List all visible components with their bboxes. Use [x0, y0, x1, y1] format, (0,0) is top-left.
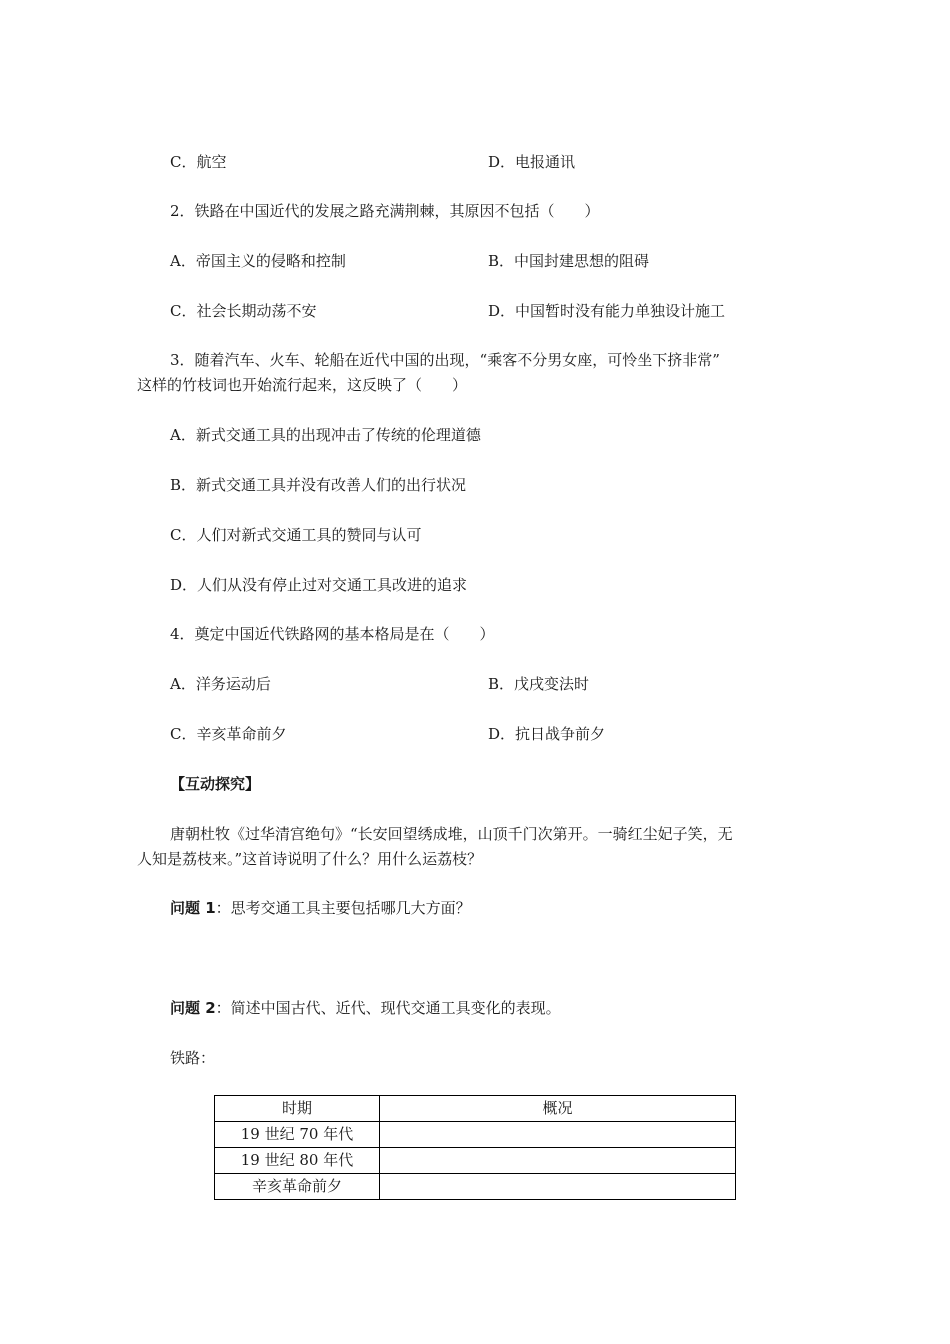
- table-cell-overview[interactable]: [380, 1122, 736, 1148]
- table-row: [215, 1174, 736, 1200]
- table-header-row: [215, 1096, 736, 1122]
- railway-label: 铁路：: [170, 1049, 216, 1067]
- railway-table: [214, 1095, 736, 1200]
- q4-stem: 4．奠定中国近代铁路网的基本格局是在（ ）: [170, 625, 495, 643]
- problem-1-label: 问题 1: [170, 899, 216, 917]
- q3-option-c: C．人们对新式交通工具的赞同与认可: [170, 526, 422, 544]
- q2-option-a: A．帝国主义的侵略和控制: [170, 252, 346, 270]
- q3-stem-line1: 3．随着汽车、火车、轮船在近代中国的出现，“乘客不分男女座，可怜坐下挤非常”: [170, 351, 720, 369]
- problem-1: [170, 898, 471, 918]
- problem-1-text: ：思考交通工具主要包括哪几大方面？: [215, 899, 471, 917]
- section-heading: 【互动探究】: [170, 775, 261, 793]
- q3-stem-line2: 这样的竹枝词也开始流行起来，这反映了（ ）: [137, 376, 468, 394]
- q4-option-d: D．抗日战争前夕: [488, 725, 606, 743]
- table-row: [215, 1148, 736, 1174]
- problem-2: [170, 998, 561, 1018]
- q3-option-b: B．新式交通工具并没有改善人们的出行状况: [170, 476, 467, 494]
- table-header-period: 时期: [215, 1096, 380, 1122]
- q4-option-c: C．辛亥革命前夕: [170, 725, 287, 743]
- inquiry-intro-line2: 人知是荔枝来。”这首诗说明了什么？用什么运荔枝？: [137, 850, 483, 868]
- q2-option-c: C．社会长期动荡不安: [170, 302, 317, 320]
- table-cell-period: 辛亥革命前夕: [215, 1174, 380, 1200]
- q2-option-b: B．中国封建思想的阻碍: [488, 252, 650, 270]
- q2-option-d: D．中国暂时没有能力单独设计施工: [488, 302, 726, 320]
- q4-option-b: B．戊戌变法时: [488, 675, 590, 693]
- problem-2-text: ：简述中国古代、近代、现代交通工具变化的表现。: [215, 999, 561, 1017]
- q1-option-d: D．电报通讯: [488, 153, 576, 171]
- q2-stem: 2．铁路在中国近代的发展之路充满荆棘，其原因不包括（ ）: [170, 202, 600, 220]
- q1-option-c: C．航空: [170, 153, 227, 171]
- q3-option-a: A．新式交通工具的出现冲击了传统的伦理道德: [170, 426, 481, 444]
- table-cell-overview[interactable]: [380, 1148, 736, 1174]
- q3-option-d: D．人们从没有停止过对交通工具改进的追求: [170, 576, 468, 594]
- inquiry-intro-line1: 唐朝杜牧《过华清宫绝句》“长安回望绣成堆，山顶千门次第开。一骑红尘妃子笑，无: [170, 825, 733, 843]
- table-cell-overview[interactable]: [380, 1174, 736, 1200]
- table-header-overview: 概况: [380, 1096, 736, 1122]
- q4-option-a: A．洋务运动后: [170, 675, 271, 693]
- table-cell-period: 19 世纪 80 年代: [215, 1148, 380, 1174]
- problem-2-label: 问题 2: [170, 999, 216, 1017]
- table-cell-period: 19 世纪 70 年代: [215, 1122, 380, 1148]
- table-row: [215, 1122, 736, 1148]
